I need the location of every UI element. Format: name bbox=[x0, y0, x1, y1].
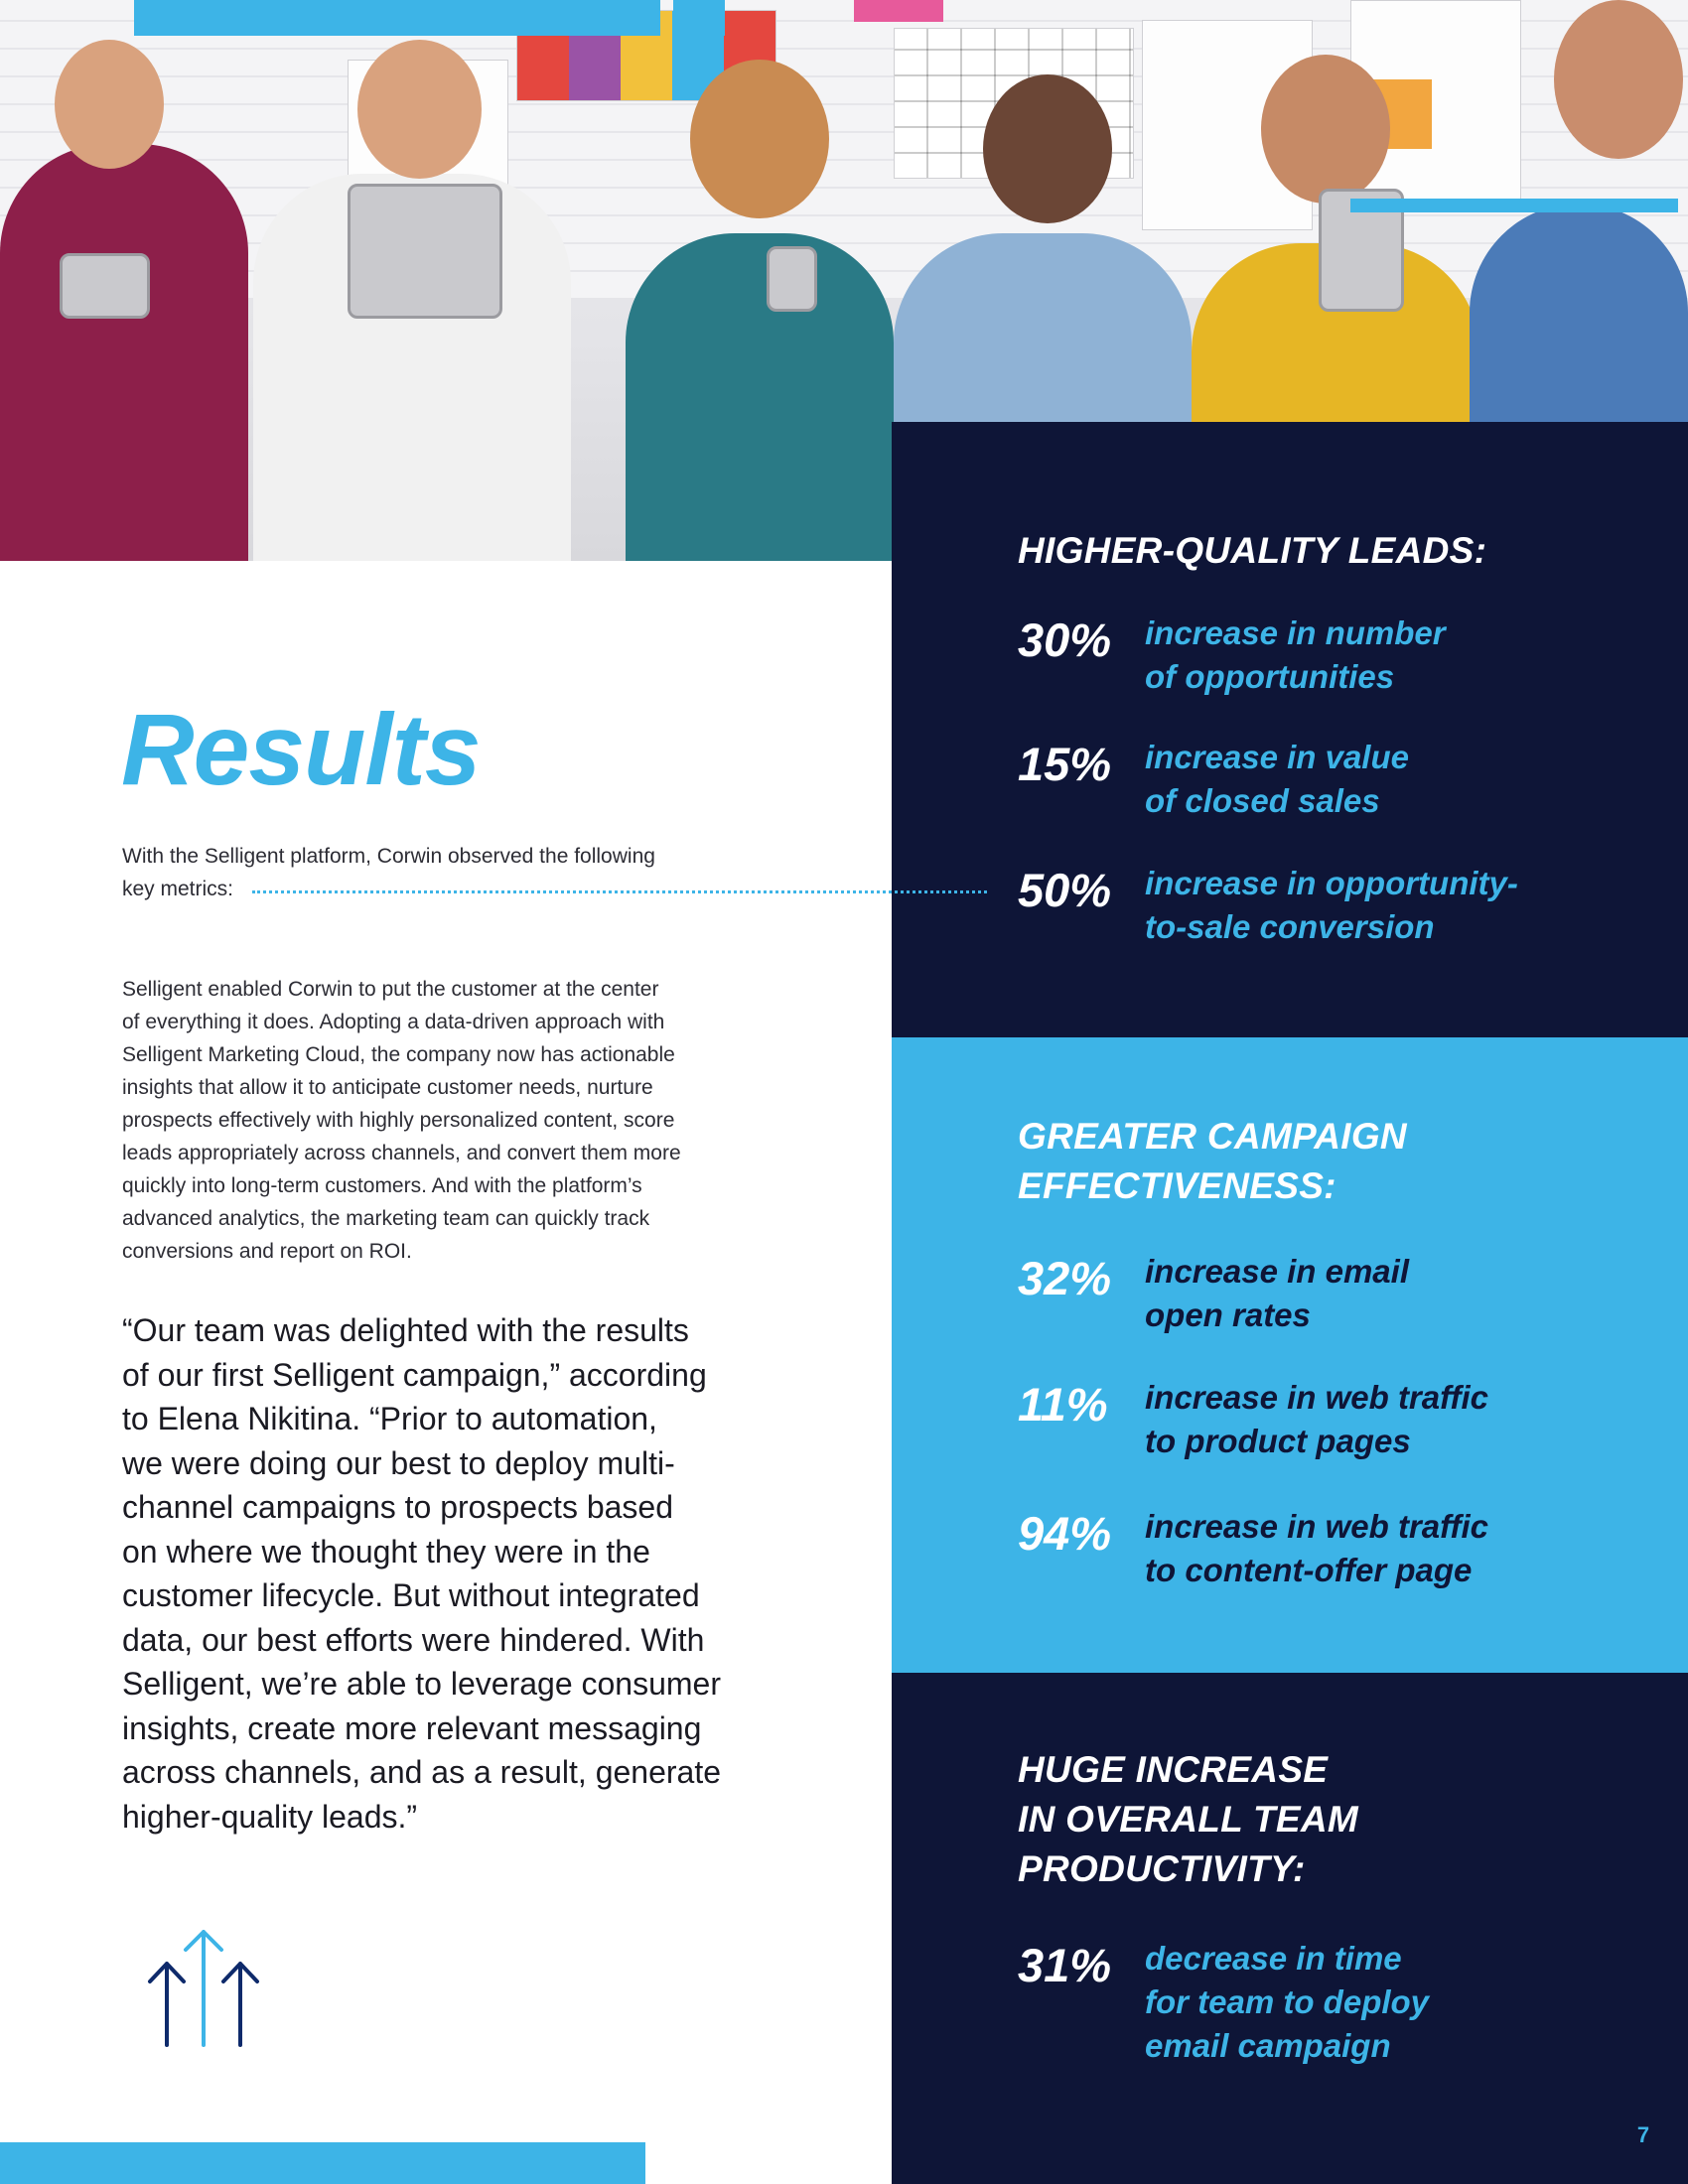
stat-description: increase in value of closed sales bbox=[1145, 739, 1409, 819]
stat-description: decrease in time for team to deploy email campaign bbox=[1145, 1940, 1430, 2064]
stat-percent: 94% bbox=[1018, 1507, 1112, 1560]
stat-description: increase in number of opportunities bbox=[1145, 614, 1446, 695]
phone bbox=[767, 246, 817, 312]
section-heading: HIGHER-QUALITY LEADS: bbox=[1018, 530, 1487, 571]
stat-item bbox=[1018, 736, 1653, 845]
person-2-head bbox=[357, 40, 482, 179]
stat-percent: 31% bbox=[1018, 1939, 1112, 1991]
stat-item bbox=[1018, 1376, 1653, 1485]
page-title: Results bbox=[121, 693, 481, 806]
stat-description: increase in web traffic to product pages bbox=[1145, 1379, 1489, 1459]
top-accent-bar bbox=[134, 0, 660, 36]
tablet bbox=[348, 184, 502, 319]
person-5-head bbox=[1261, 55, 1390, 204]
stat-percent: 11% bbox=[1018, 1378, 1108, 1431]
customer-quote: “Our team was delighted with the results of our first Selligent campaign,” according to Elena Nikitina. “Prior to automation, we were doing our best to deploy multi- channel campaigns to prospects based on where we thought they were in the customer lifecycle. But without integrated data, our best efforts were hindered. With Selligent, we’re able to leverage consumer insights, create more relevant messaging across channels, and as a result, generate higher-quality leads.” bbox=[122, 1312, 722, 1835]
dotted-connector bbox=[252, 890, 987, 893]
body-paragraph: Selligent enabled Corwin to put the customer at the center of everything it does. Adopting a data-driven approach with Selligent Marketing Cloud, the company now has actionable insights that allow it to anticipate customer needs, nurture prospects effectively with highly personalized content, score leads appropriately across channels, and convert them more quickly into long-term customers. And with the platform’s advanced analytics, the marketing team can quickly track conversions and report on ROI. bbox=[122, 978, 681, 1263]
stat-description: increase in opportunity- to-sale conversion bbox=[1145, 865, 1518, 945]
stat-description: increase in email open rates bbox=[1145, 1253, 1409, 1333]
stat-item bbox=[1018, 1937, 1653, 2076]
stat-item bbox=[1018, 1505, 1653, 1614]
accent-stripe bbox=[1350, 199, 1678, 212]
page-number: 7 bbox=[1636, 2122, 1650, 2147]
stat-percent: 32% bbox=[1018, 1252, 1112, 1304]
tablet bbox=[60, 253, 150, 319]
stat-percent: 30% bbox=[1018, 614, 1112, 666]
stat-percent: 50% bbox=[1018, 864, 1112, 916]
section-heading: HUGE INCREASE IN OVERALL TEAM PRODUCTIVITY: bbox=[1018, 1749, 1358, 1889]
sticky-note bbox=[854, 0, 943, 22]
person-4-head bbox=[983, 74, 1112, 223]
growth-arrows-icon bbox=[142, 1924, 266, 2053]
intro-paragraph: With the Selligent platform, Corwin observed the following key metrics: bbox=[122, 845, 655, 900]
person-1 bbox=[0, 144, 248, 561]
person-1-head bbox=[55, 40, 164, 169]
stat-percent: 15% bbox=[1018, 738, 1112, 790]
stat-item bbox=[1018, 612, 1653, 721]
section-heading: GREATER CAMPAIGN EFFECTIVENESS: bbox=[1018, 1116, 1407, 1206]
stat-item bbox=[1018, 1250, 1653, 1359]
person-3 bbox=[626, 233, 894, 561]
person-3-head bbox=[690, 60, 829, 218]
bottom-accent-bar bbox=[0, 2142, 645, 2184]
stat-description: increase in web traffic to content-offer page bbox=[1145, 1508, 1489, 1588]
person-6-head bbox=[1554, 0, 1683, 159]
top-accent-bar bbox=[673, 0, 725, 36]
stat-item bbox=[1018, 862, 1653, 971]
